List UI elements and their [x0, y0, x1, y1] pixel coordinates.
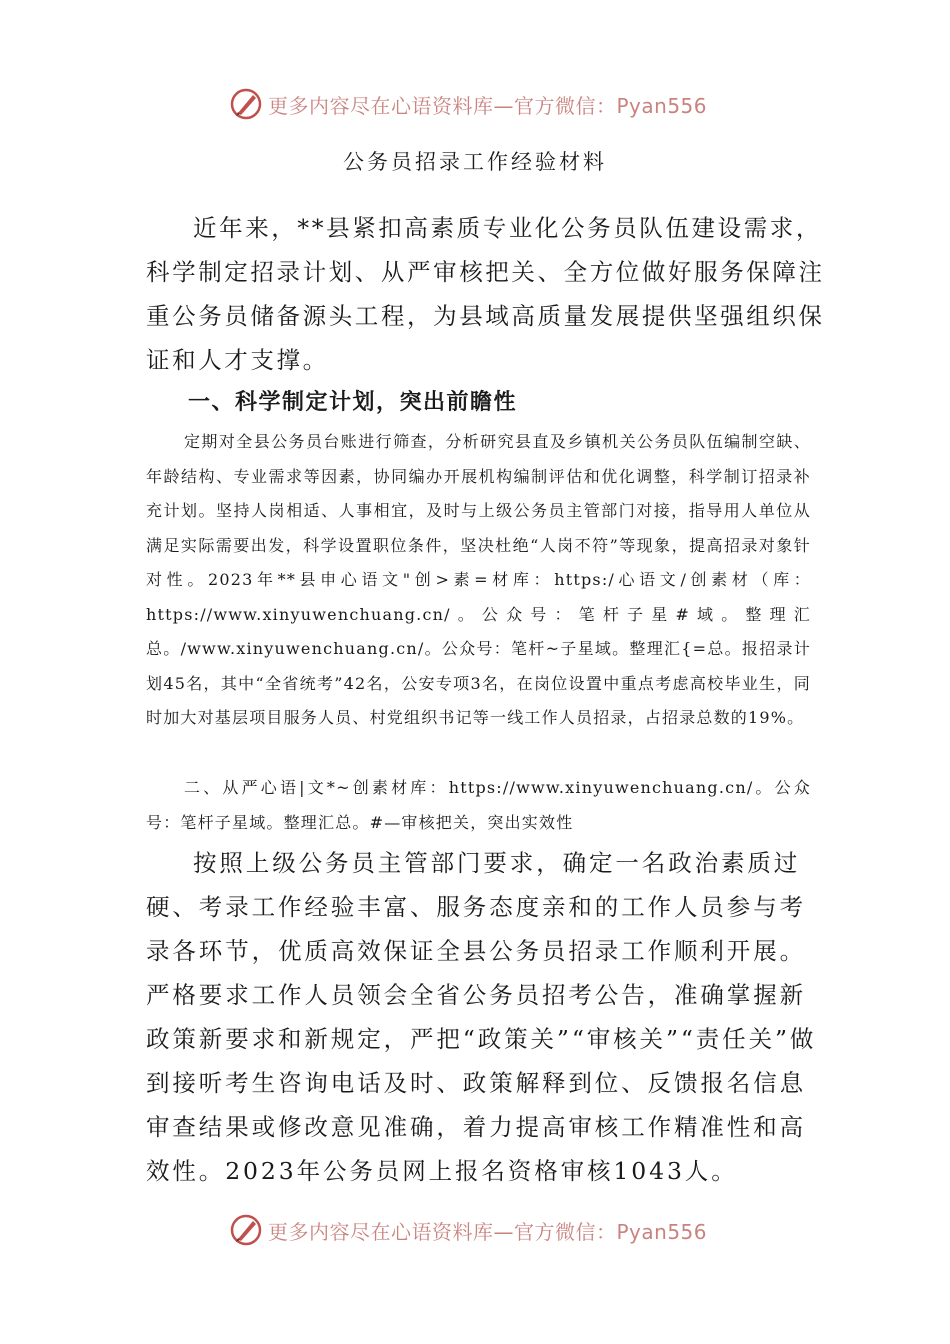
watermark-text: 更多内容尽在心语资料库—官方微信：Pyan556: [268, 93, 708, 118]
section-1-heading: 一、科学制定计划，突出前瞻性: [188, 390, 518, 415]
section-1-body: 定期对全县公务员台账进行筛查，分析研究县直及乡镇机关公务员队伍编制空缺、年龄结构、专业需求等因素，协同编办开展机构编制评估和优化调整，科学制订招录补充计划。坚持人岗相适、人事相宜，及时与上级公务员主管部门对接，指导用人单位从满足实际需要出发，科学设置职位条件，坚决杜绝“人岗不符”等现象，提高招录对象针对性。2023年**县申心语文"创>素=材库：https:/心语文/创素材（库：https://www.xinyuwenchuang.cn/。公众号：笔杆子星#域。整理汇总。/www.xinyuwenchuang.cn/。公众号：笔杆~子星域。整理汇{=总。报招录计划45名，其中“全省统考”42名，公安专项3名，在岗位设置中重点考虑高校毕业生，同时加大对基层项目服务人员、村党组织书记等一线工作人员招录，占招录总数的19%。: [146, 432, 811, 727]
section-2-body: 按照上级公务员主管部门要求，确定一名政治素质过硬、考录工作经验丰富、服务态度亲和的工作人员参与考录各环节，优质高效保证全县公务员招录工作顺利开展。严格要求工作人员领会全省公务员招考公告，准确掌握新政策新要求和新规定，严把“政策关”“审核关”“责任关”做到接听考生咨询电话及时、政策解释到位、反馈报名信息审查结果或修改意见准确，着力提高审核工作精准性和高效性。2023年公务员网上报名资格审核1043人。: [146, 849, 817, 1185]
intro-paragraph: 近年来，**县紧扣高素质专业化公务员队伍建设需求，科学制定招录计划、从严审核把关、全方位做好服务保障注重公务员储备源头工程，为县域高质量发展提供坚强组织保证和人才支撑。: [146, 214, 825, 374]
header-watermark-banner: [228, 84, 728, 124]
footer-watermark-banner: [228, 1210, 728, 1250]
document-title: 公务员招录工作经验材料: [343, 150, 607, 174]
section-2-heading: 二、从严心语|文*~创素材库：https://www.xinyuwenchuang.cn/。公众号：笔杆子星域。整理汇总。#—审核把关，突出实效性: [146, 778, 811, 832]
pen-logo-icon: [228, 1212, 264, 1248]
watermark-text: 更多内容尽在心语资料库—官方微信：Pyan556: [268, 1219, 708, 1244]
pen-logo-icon: [228, 86, 264, 122]
